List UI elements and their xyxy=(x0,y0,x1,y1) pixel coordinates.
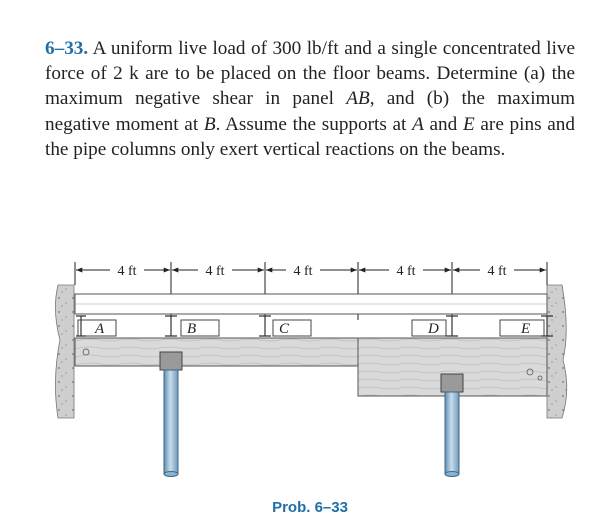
dim-label-3: 4 ft xyxy=(293,264,313,279)
problem-line-5c: are pins and the pipe xyxy=(45,113,575,160)
label-c: C xyxy=(279,321,290,337)
i-beams xyxy=(76,316,553,336)
problem-line-1: A uniform live load of 300 lb/ft and a single xyxy=(92,38,438,59)
left-girder xyxy=(75,338,358,366)
column-b xyxy=(160,352,182,477)
var-ab: AB xyxy=(346,88,370,110)
problem-line-4c: . xyxy=(215,113,221,135)
var-b: B xyxy=(203,113,216,135)
dim-label-4: 4 ft xyxy=(396,264,416,279)
floor-deck xyxy=(75,294,547,314)
left-wall xyxy=(55,285,74,418)
label-b: B xyxy=(187,321,197,337)
problem-number: 6–33. xyxy=(45,38,89,59)
dim-label-2: 4 ft xyxy=(205,264,225,279)
var-e: E xyxy=(462,113,475,135)
var-a: A xyxy=(412,113,424,135)
dim-label-1: 4 ft xyxy=(117,264,137,279)
dim-label-5: 4 ft xyxy=(487,264,507,279)
problem-line-5a: Assume the supports at xyxy=(225,113,413,135)
problem-line-4a: panel xyxy=(292,88,347,110)
problem-line-4b: , and (b) the maximum negative moment at xyxy=(45,88,576,135)
label-e: E xyxy=(521,321,531,337)
problem-line-2: concentrated live force of 2 k are to be placed on the floor xyxy=(45,38,576,85)
right-wall xyxy=(547,285,567,418)
figure-caption: Prob. 6–33 xyxy=(272,499,348,513)
problem-line-5b: and xyxy=(423,113,463,135)
problem-line-6: columns only exert vertical reactions on the beams. xyxy=(111,138,506,160)
column-d xyxy=(441,374,463,477)
label-a: A xyxy=(95,321,105,337)
problem-line-3: beams. Determine (a) the maximum negative shear in xyxy=(45,63,576,110)
label-d: D xyxy=(428,321,439,337)
stringers xyxy=(78,320,544,336)
